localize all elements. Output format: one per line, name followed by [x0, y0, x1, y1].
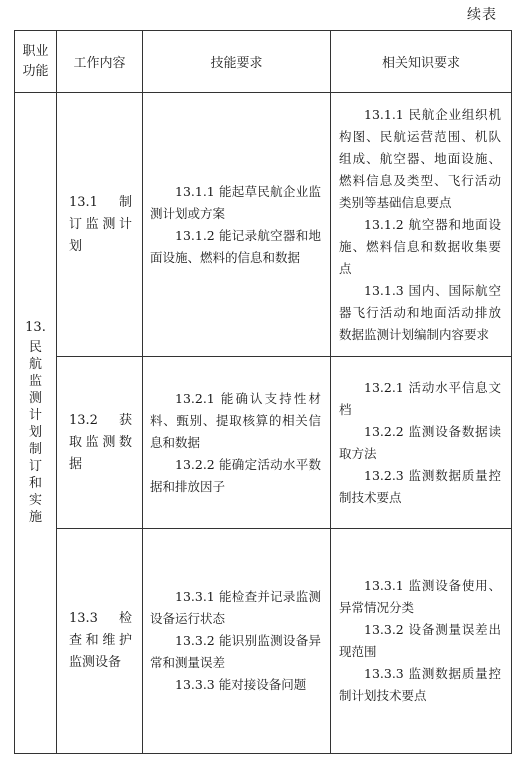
function-name: 民航监测计划制订和实施: [28, 340, 42, 525]
header-skill: 技能要求: [143, 31, 331, 93]
knowledge-item: 13.3.2 设备测量误差出现范围: [339, 622, 501, 659]
work-content-cell: 13.2 获取监测数据: [57, 357, 143, 529]
knowledge-item: 13.1.3 国内、国际航空器飞行活动和地面活动排放数据监测计划编制内容要求: [339, 282, 501, 342]
skill-item: 13.1.1 能起草民航企业监测计划或方案: [150, 183, 321, 221]
knowledge-item: 13.3.3 监测数据质量控制计划技术要点: [339, 666, 501, 703]
knowledge-item: 13.3.1 监测设备使用、异常情况分类: [339, 578, 501, 615]
continued-label: 续表: [467, 7, 497, 23]
header-function: [15, 31, 57, 93]
skill-item: 13.1.2 能记录航空器和地面设施、燃料的信息和数据: [150, 227, 321, 265]
table-row: [15, 357, 512, 529]
header-knowledge: 相关知识要求: [331, 31, 512, 93]
work-content-cell: 13.3 检查和维护监测设备: [57, 529, 143, 754]
knowledge-cell: [331, 529, 512, 754]
knowledge-item: 13.2.3 监测数据质量控制技术要点: [339, 467, 501, 505]
knowledge-item: 13.2.2 监测设备数据读取方法: [339, 423, 501, 461]
knowledge-cell: [331, 357, 512, 529]
table-row: [15, 529, 512, 754]
function-number: 13.: [25, 320, 46, 335]
skill-item: 13.3.2 能识别监测设备异常和测量误差: [150, 633, 321, 670]
skill-cell: [143, 357, 331, 529]
function-cell: [15, 93, 57, 754]
knowledge-item: 13.1.2 航空器和地面设施、燃料信息和数据收集要点: [339, 216, 501, 276]
skill-item: 13.3.3 能对接设备问题: [175, 677, 307, 692]
header-work: 工作内容: [57, 31, 143, 93]
knowledge-item: 13.1.1 民航企业组织机构图、民航运营范围、机队组成、航空器、地面设施、燃料信息及类型、飞行活动类别等基础信息要点: [339, 106, 501, 210]
skill-cell: [143, 529, 331, 754]
skill-item: 13.3.1 能检查并记录监测设备运行状态: [150, 589, 321, 626]
skills-table: [14, 30, 512, 754]
skill-cell: [143, 93, 331, 357]
table-row: [15, 93, 512, 357]
skill-item: 13.2.1 能确认支持性材料、甄别、提取核算的相关信息和数据: [150, 390, 321, 450]
knowledge-item: 13.2.1 活动水平信息文档: [339, 379, 501, 417]
table-header-row: [15, 31, 512, 93]
work-content-cell: 13.1 制订监测计划: [57, 93, 143, 357]
knowledge-cell: [331, 93, 512, 357]
header-function-label: 职业功能: [22, 43, 49, 79]
skill-item: 13.2.2 能确定活动水平数据和排放因子: [150, 456, 321, 494]
